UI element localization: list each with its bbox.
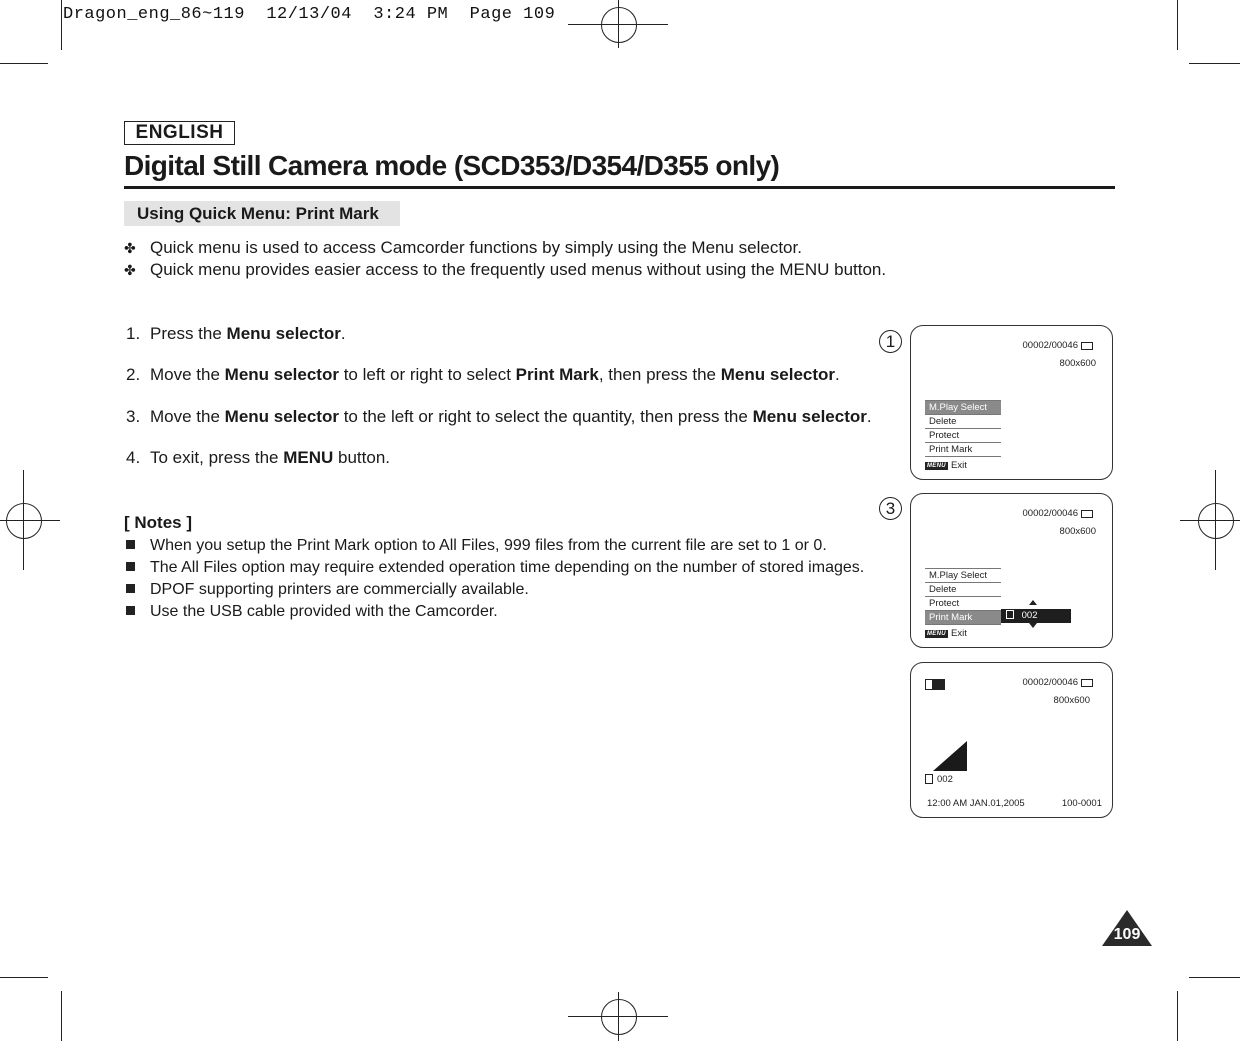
intro-bullet-text: Quick menu is used to access Camcorder functions by simply using the Menu selector. xyxy=(150,238,802,257)
quantity-value: 002 xyxy=(1021,610,1038,621)
menu-item: Print Mark xyxy=(925,611,1001,625)
note-item: DPOF supporting printers are commercially available. xyxy=(126,581,529,599)
play-triangle-icon xyxy=(933,741,967,771)
screen-3-label: 3 xyxy=(879,497,902,520)
image-counter: 00002/00046 xyxy=(1022,508,1078,519)
note-item: The All Files option may require extended operation time depending on the number of stored images. xyxy=(126,559,864,577)
step-1: 1. Press the Menu selector. xyxy=(126,324,346,343)
battery-icon xyxy=(1081,510,1093,518)
menu-item: Print Mark xyxy=(925,443,1001,457)
page-title: Digital Still Camera mode (SCD353/D354/D355 only) xyxy=(124,150,780,181)
lcd-screen-3 xyxy=(910,493,1113,648)
step-3: 3. Move the Menu selector to the left or right to select the quantity, then press the Menu selector. xyxy=(126,407,872,426)
up-down-arrows-icon xyxy=(1028,600,1038,628)
bullet-symbol: ✤ xyxy=(124,240,136,256)
page-number: 109 xyxy=(1113,926,1141,943)
print-slug: Dragon_eng_86~119 12/13/04 3:24 PM Page 109 xyxy=(63,5,556,24)
intro-bullet-text: Quick menu provides easier access to the frequently used menus without using the MENU button. xyxy=(150,260,887,279)
square-bullet-icon xyxy=(126,562,135,571)
menu-badge: MENU xyxy=(927,631,946,637)
section-heading: Using Quick Menu: Print Mark xyxy=(124,201,400,226)
exit-label: Exit xyxy=(951,460,967,471)
bullet-symbol: ✤ xyxy=(124,262,136,278)
menu-item: Delete xyxy=(925,415,1001,429)
print-icon xyxy=(1006,610,1014,619)
menu-badge: MENU xyxy=(927,463,946,469)
battery-icon xyxy=(925,679,945,690)
battery-icon xyxy=(1081,342,1093,350)
note-item: When you setup the Print Mark option to All Files, 999 files from the current file are set to 1 or 0. xyxy=(126,537,827,555)
square-bullet-icon xyxy=(126,584,135,593)
resolution: 800x600 xyxy=(1059,526,1096,537)
lcd-screen-final xyxy=(910,662,1113,818)
battery-icon xyxy=(1081,679,1093,687)
intro-bullet xyxy=(124,237,1024,259)
step-4: 4. To exit, press the MENU button. xyxy=(126,448,391,467)
date-time: 12:00 AM JAN.01,2005 xyxy=(927,798,1025,809)
square-bullet-icon xyxy=(126,606,135,615)
print-count: 002 xyxy=(937,774,953,785)
menu-item: Protect xyxy=(925,429,1001,443)
menu-item: M.Play Select xyxy=(925,400,1001,415)
menu-item: M.Play Select xyxy=(925,568,1001,583)
title-rule xyxy=(124,186,1115,189)
resolution: 800x600 xyxy=(1059,358,1096,369)
intro-bullet xyxy=(124,259,1024,281)
note-item: Use the USB cable provided with the Camcorder. xyxy=(126,603,498,621)
lcd-screen-1 xyxy=(910,325,1113,480)
exit-label: Exit xyxy=(951,628,967,639)
menu-item: Delete xyxy=(925,583,1001,597)
notes-heading: [ Notes ] xyxy=(124,513,192,532)
quick-menu xyxy=(925,400,1001,457)
file-number: 100-0001 xyxy=(1061,798,1102,809)
square-bullet-icon xyxy=(126,540,135,549)
resolution: 800x600 xyxy=(1053,695,1090,706)
image-counter: 00002/00046 xyxy=(1022,677,1078,688)
screen-1-label: 1 xyxy=(879,330,902,353)
language-tag: ENGLISH xyxy=(124,121,235,145)
image-counter: 00002/00046 xyxy=(1022,340,1078,351)
page-number-badge xyxy=(1102,910,1152,946)
menu-item: Protect xyxy=(925,597,1001,611)
step-2: 2. Move the Menu selector to left or right to select Print Mark, then press the Menu selector. xyxy=(126,365,840,384)
quick-menu xyxy=(925,568,1001,625)
print-mark-icon xyxy=(925,774,933,784)
